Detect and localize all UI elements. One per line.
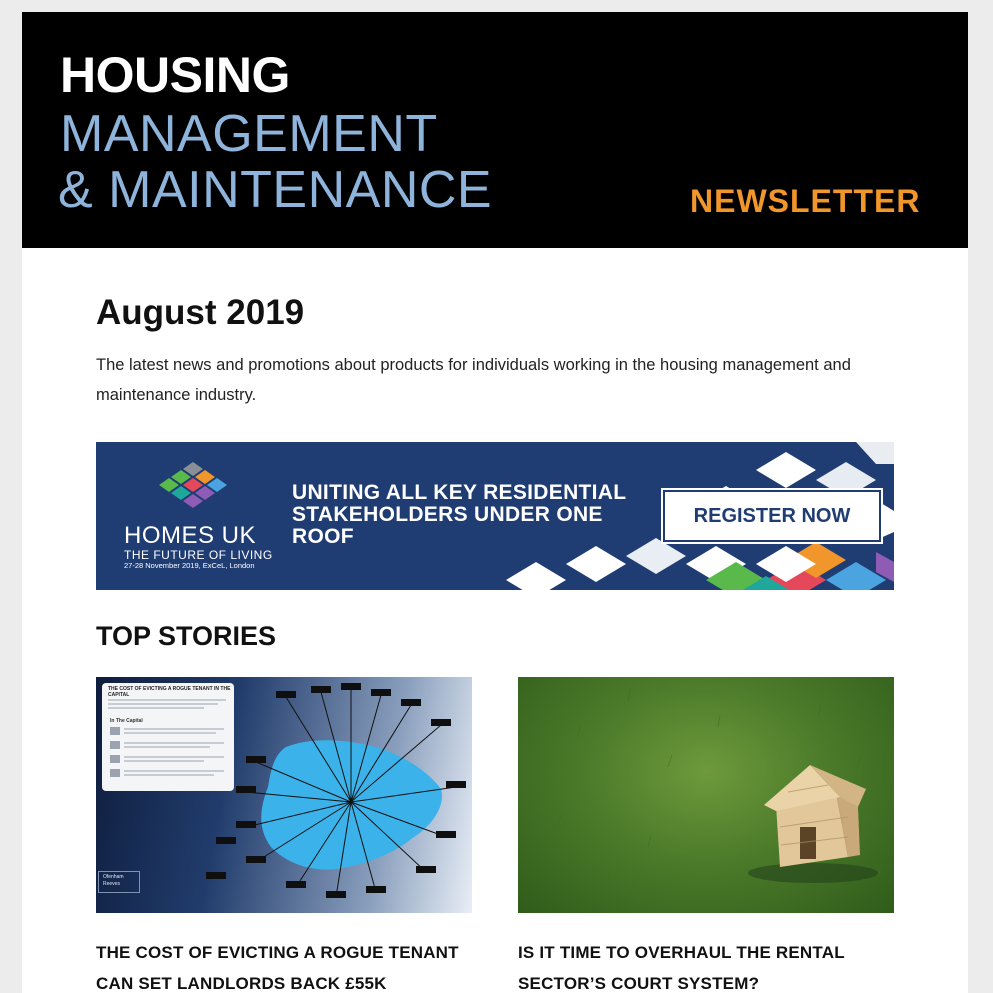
- register-now-button[interactable]: REGISTER NOW: [663, 490, 881, 542]
- wooden-house-on-grass-icon: [518, 677, 894, 913]
- banner-headline: UNITING ALL KEY RESIDENTIAL STAKEHOLDERS UNDER ONE ROOF: [292, 481, 627, 548]
- infographic-logo: Ofenham Reeves: [98, 871, 140, 893]
- newsletter-frame: [22, 12, 968, 993]
- story-image-eviction-cost[interactable]: [96, 677, 472, 913]
- infographic-text-lines-icon: [102, 683, 234, 791]
- banner-subtitle: THE FUTURE OF LIVING: [124, 548, 273, 562]
- masthead: [22, 12, 968, 248]
- issue-intro: The latest news and promotions about products for individuals working in the housing management and maintenance industry.: [96, 356, 851, 404]
- masthead-title-housing: HOUSING: [60, 47, 290, 103]
- infographic-title: THE COST OF EVICTING A ROGUE TENANT IN THE CAPITAL: [108, 686, 231, 698]
- top-stories-heading: TOP STORIES: [96, 621, 277, 651]
- story-headline-eviction-cost[interactable]: THE COST OF EVICTING A ROGUE TENANT CAN SET LANDLORDS BACK £55K: [96, 943, 459, 993]
- newsletter-tag: NEWSLETTER: [690, 183, 921, 219]
- banner-brand: HOMES UK: [124, 522, 257, 549]
- masthead-title-management: MANAGEMENT: [60, 105, 438, 163]
- issue-title: August 2019: [96, 293, 305, 332]
- masthead-title-maintenance: & MAINTENANCE: [58, 161, 493, 219]
- homes-uk-banner[interactable]: [96, 442, 894, 590]
- story-image-rental-court[interactable]: [518, 677, 894, 913]
- homes-uk-logo-icon: [148, 460, 238, 520]
- infographic-subtitle: In The Capital: [110, 718, 143, 724]
- infographic-inset: [102, 683, 234, 791]
- story-headline-rental-court[interactable]: IS IT TIME TO OVERHAUL THE RENTAL SECTOR’S COURT SYSTEM?: [518, 943, 845, 993]
- banner-date: 27-28 November 2019, ExCeL, London: [124, 561, 255, 570]
